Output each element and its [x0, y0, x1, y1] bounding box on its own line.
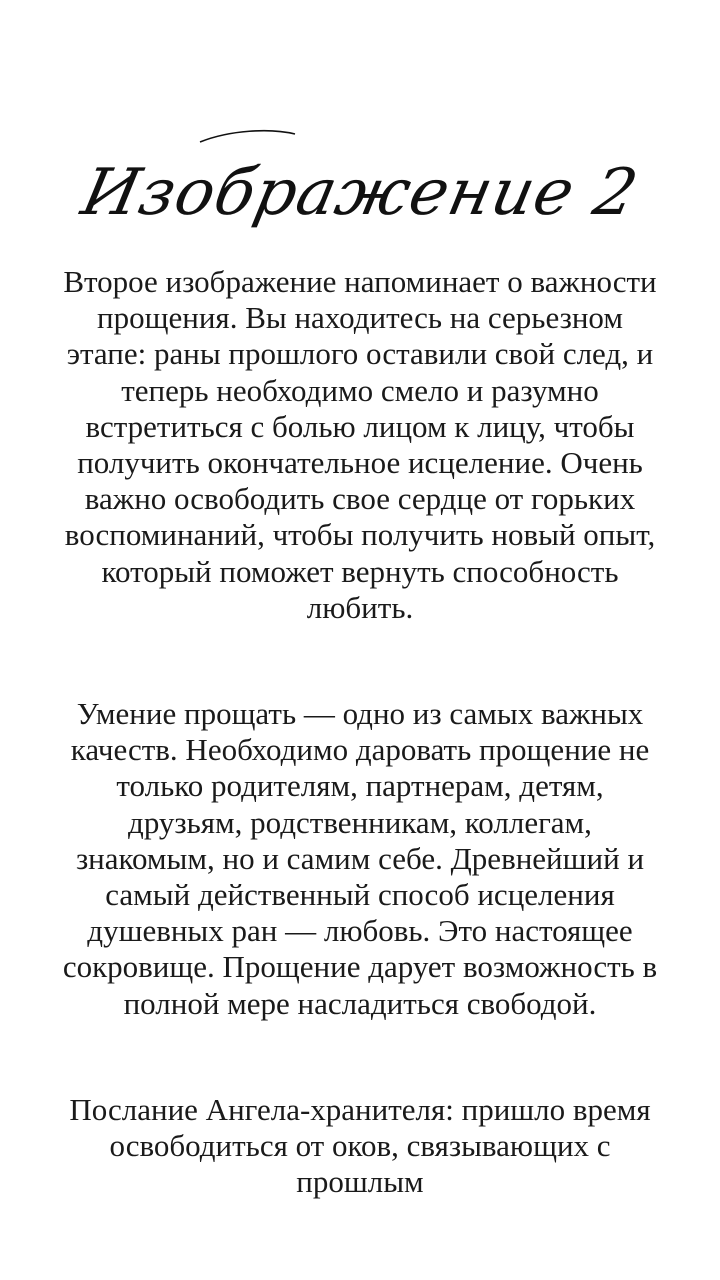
paragraph-ability-to-forgive: Умение прощать — одно из самых важных качеств. Необходимо даровать прощение не только родителям, партнерам, детям, друзьям, родственникам, коллегам, знакомым, но и самим себе. Древнейший и самый действенный способ исцеления душевных ран — любовь. Это настоящее сокровище. Прощение дарует возможность в полной мере насладиться свободой.: [62, 696, 658, 1021]
page-title: Изображение 2: [75, 155, 645, 230]
paragraph-guardian-angel-message: Послание Ангела-хранителя: пришло время освободиться от оков, связывающих с прошлым: [69, 1092, 651, 1200]
paragraph-forgiveness-importance: Второе изображение напоминает о важности прощения. Вы находитесь на серьезном этапе: раны прошлого оставили свой след, и теперь необходимо смело и разумно встретиться с болью лицом к лицу, чтобы получить окончательное исцеление. Очень важно освободить свое сердце от горьких воспоминаний, чтобы получить новый опыт, который поможет вернуть способность любить.: [63, 264, 657, 625]
